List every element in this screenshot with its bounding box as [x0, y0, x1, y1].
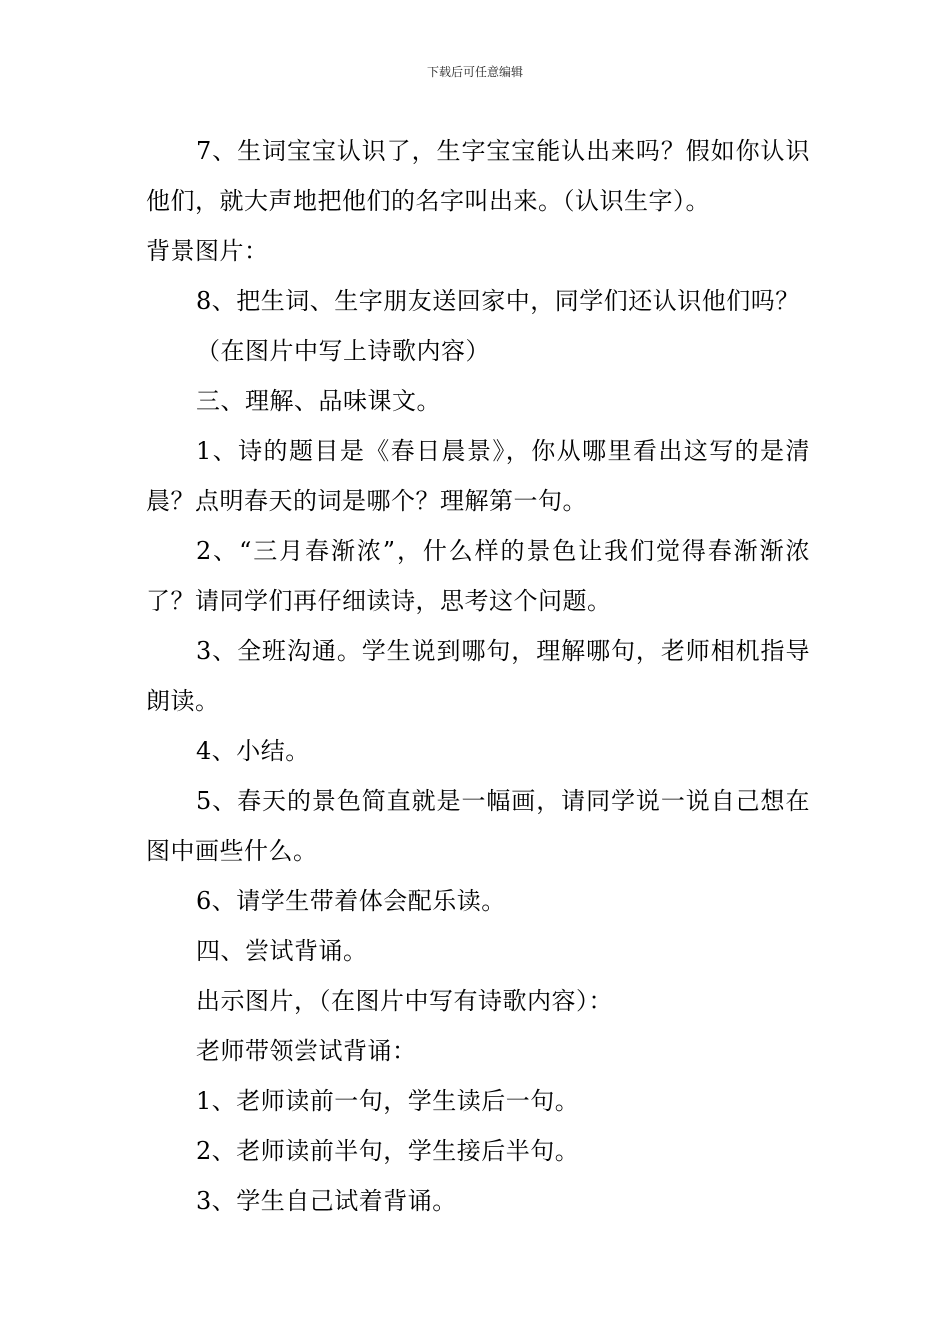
paragraph-item-1: 1、诗的题目是《春日晨景》，你从哪里看出这写的是清晨？点明春天的词是哪个？理解第一句。 [146, 437, 810, 515]
paragraph-background-image: 背景图片： [146, 237, 269, 265]
page-header-note: 下载后可任意编辑 [426, 65, 523, 79]
paragraph-show-image: 出示图片，（在图片中写有诗歌内容）： [196, 987, 613, 1015]
section-heading-recite: 四、尝试背诵。 [196, 937, 368, 965]
paragraph-image-note: （在图片中写上诗歌内容） [196, 337, 490, 365]
paragraph-item-2: 2、“三月春渐浓”，什么样的景色让我们觉得春渐渐浓了？请同学们再仔细读诗，思考这个问题。 [146, 537, 810, 615]
paragraph-step-8: 8、把生词、生字朋友送回家中，同学们还认识他们吗？ [196, 287, 800, 315]
document-body [146, 126, 810, 1226]
paragraph-teacher-lead: 老师带领尝试背诵： [196, 1037, 417, 1065]
paragraph-recite-3: 3、学生自己试着背诵。 [196, 1187, 457, 1215]
paragraph-item-4: 4、小结。 [196, 737, 310, 765]
paragraph-item-3: 3、全班沟通。学生说到哪句，理解哪句，老师相机指导朗读。 [146, 637, 810, 715]
paragraph-step-7: 7、生词宝宝认识了，生字宝宝能认出来吗？假如你认识他们，就大声地把他们的名字叫出来。（认识生字）。 [146, 137, 810, 215]
paragraph-item-5: 5、春天的景色简直就是一幅画，请同学说一说自己想在图中画些什么。 [146, 787, 810, 865]
section-heading-understand: 三、理解、品味课文。 [196, 387, 441, 415]
paragraph-recite-2: 2、老师读前半句，学生接后半句。 [196, 1137, 580, 1165]
paragraph-recite-1: 1、老师读前一句，学生读后一句。 [196, 1087, 580, 1115]
paragraph-item-6: 6、请学生带着体会配乐读。 [196, 887, 506, 915]
